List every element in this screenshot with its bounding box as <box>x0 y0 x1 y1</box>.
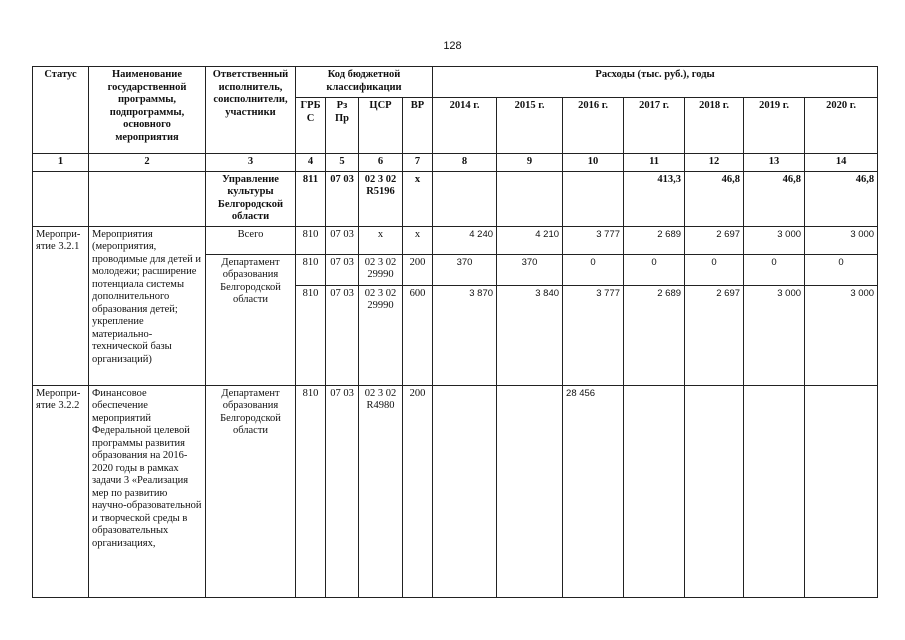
rzpr-cell: 07 03 <box>326 285 359 385</box>
column-number: 7 <box>403 154 433 172</box>
value-2017: 2 689 <box>624 226 685 254</box>
header-csr: ЦСР <box>359 98 403 154</box>
header-year-2016: 2016 г. <box>563 98 624 154</box>
measure-322-name: Финансовое обеспечение мероприятий Федеральной целевой программы развития образования на 2016-2020 годы в рамках задачи 3 «Реализация мер по развитию научно-образовательной и творческой среды в образовательных организациях, <box>89 385 206 597</box>
value-2016: 28 456 <box>563 385 624 597</box>
rzpr-cell: 07 03 <box>326 226 359 254</box>
value-2015: 370 <box>497 254 563 285</box>
value-2020: 3 000 <box>805 285 878 385</box>
value-2017: 0 <box>624 254 685 285</box>
header-responsible: Ответственный исполнитель, соисполнители, участники <box>206 67 296 154</box>
grbs-cell: 810 <box>296 254 326 285</box>
value-2019: 3 000 <box>744 226 805 254</box>
header-year-2018: 2018 г. <box>685 98 744 154</box>
value-2018 <box>685 385 744 597</box>
column-number: 1 <box>33 154 89 172</box>
header-budget-code: Код бюджетной классификации <box>296 67 433 98</box>
measure-322-status: Меропри-ятие 3.2.2 <box>33 385 89 597</box>
header-name: Наименование государственной программы, подпрограммы, основного мероприятия <box>89 67 206 154</box>
column-number: 10 <box>563 154 624 172</box>
value-2019: 3 000 <box>744 285 805 385</box>
value-2019: 0 <box>744 254 805 285</box>
column-number: 12 <box>685 154 744 172</box>
measure-321-name: Мероприятия (мероприятия, проводимые для детей и молодежи; расширение потенциала системы дополнительного образования детей; укрепление материально-технической базы организаций) <box>89 226 206 385</box>
header-year-2015: 2015 г. <box>497 98 563 154</box>
vr-cell: х <box>403 171 433 226</box>
column-number: 9 <box>497 154 563 172</box>
header-year-2014: 2014 г. <box>433 98 497 154</box>
responsible-cell: Департамент образования Белгородской области <box>206 254 296 385</box>
grbs-cell: 810 <box>296 226 326 254</box>
table-row-measure-322 <box>33 385 878 597</box>
header-row-1 <box>33 67 878 98</box>
column-number: 8 <box>433 154 497 172</box>
value-2015: 3 840 <box>497 285 563 385</box>
csr-cell: 02 3 02 29990 <box>359 285 403 385</box>
value-2017 <box>624 385 685 597</box>
value-2019 <box>744 385 805 597</box>
header-vr: ВР <box>403 98 433 154</box>
value-2016: 0 <box>563 254 624 285</box>
header-year-2017: 2017 г. <box>624 98 685 154</box>
value-2017: 2 689 <box>624 285 685 385</box>
csr-cell: 02 3 02 29990 <box>359 254 403 285</box>
value-2015: 4 210 <box>497 226 563 254</box>
rzpr-cell: 07 03 <box>326 171 359 226</box>
column-number: 6 <box>359 154 403 172</box>
column-number-row <box>33 154 878 172</box>
column-number: 4 <box>296 154 326 172</box>
csr-cell: х <box>359 226 403 254</box>
header-year-2020: 2020 г. <box>805 98 878 154</box>
value-2018: 0 <box>685 254 744 285</box>
value-2018: 2 697 <box>685 285 744 385</box>
csr-cell: 02 3 02 R5196 <box>359 171 403 226</box>
status-cell <box>33 171 89 226</box>
value-2014: 3 870 <box>433 285 497 385</box>
responsible-cell: Управление культуры Белгородской области <box>206 171 296 226</box>
vr-cell: 200 <box>403 385 433 597</box>
vr-cell: х <box>403 226 433 254</box>
value-2016: 3 777 <box>563 285 624 385</box>
value-2018: 46,8 <box>685 171 744 226</box>
table-row-culture <box>33 171 878 226</box>
budget-table <box>32 66 878 598</box>
value-2020: 0 <box>805 254 878 285</box>
responsible-cell: Всего <box>206 226 296 254</box>
grbs-cell: 810 <box>296 285 326 385</box>
table-row-measure-321-total <box>33 226 878 254</box>
column-number: 2 <box>89 154 206 172</box>
measure-321-status: Меропри-ятие 3.2.1 <box>33 226 89 385</box>
value-2016 <box>563 171 624 226</box>
header-expenses: Расходы (тыс. руб.), годы <box>433 67 878 98</box>
value-2018: 2 697 <box>685 226 744 254</box>
rzpr-cell: 07 03 <box>326 254 359 285</box>
grbs-cell: 810 <box>296 385 326 597</box>
value-2014 <box>433 171 497 226</box>
responsible-cell: Департамент образования Белгородской области <box>206 385 296 597</box>
value-2014 <box>433 385 497 597</box>
csr-cell: 02 3 02 R4980 <box>359 385 403 597</box>
vr-cell: 200 <box>403 254 433 285</box>
name-cell <box>89 171 206 226</box>
column-number: 14 <box>805 154 878 172</box>
grbs-cell: 811 <box>296 171 326 226</box>
header-year-2019: 2019 г. <box>744 98 805 154</box>
vr-cell: 600 <box>403 285 433 385</box>
value-2017: 413,3 <box>624 171 685 226</box>
column-number: 5 <box>326 154 359 172</box>
value-2020 <box>805 385 878 597</box>
value-2014: 4 240 <box>433 226 497 254</box>
header-rzpr: Рз Пр <box>326 98 359 154</box>
column-number: 11 <box>624 154 685 172</box>
page-number: 128 <box>443 40 462 52</box>
value-2019: 46,8 <box>744 171 805 226</box>
rzpr-cell: 07 03 <box>326 385 359 597</box>
column-number: 13 <box>744 154 805 172</box>
value-2014: 370 <box>433 254 497 285</box>
value-2016: 3 777 <box>563 226 624 254</box>
header-status: Статус <box>33 67 89 154</box>
value-2015 <box>497 171 563 226</box>
value-2020: 3 000 <box>805 226 878 254</box>
header-grbs: ГРБ С <box>296 98 326 154</box>
value-2020: 46,8 <box>805 171 878 226</box>
column-number: 3 <box>206 154 296 172</box>
value-2015 <box>497 385 563 597</box>
